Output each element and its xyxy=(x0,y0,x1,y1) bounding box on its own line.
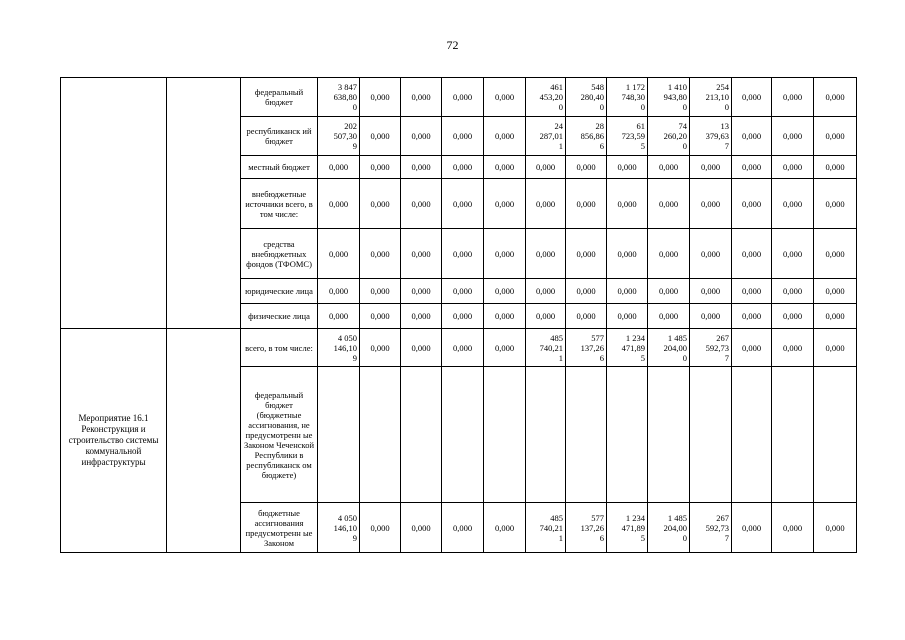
value-cell: 0,000 xyxy=(814,329,857,367)
amount-part: 204,00 xyxy=(663,522,687,533)
value-cell: 0,000 xyxy=(648,179,690,229)
value-cell: 0,000 xyxy=(360,279,401,304)
value-cell: 0,000 xyxy=(690,179,732,229)
value-cell: 0,000 xyxy=(732,117,772,156)
amount-cell xyxy=(690,117,732,156)
value-cell xyxy=(607,367,648,503)
value-cell xyxy=(690,367,732,503)
value-cell: 0,000 xyxy=(318,304,360,329)
amount-part: 0 xyxy=(682,141,687,151)
amount-part: 61 xyxy=(636,121,645,131)
amount-part: 471,89 xyxy=(621,342,645,353)
value-cell: 0,000 xyxy=(607,156,648,179)
value-cell: 0,000 xyxy=(732,304,772,329)
amount-part: 1 485 xyxy=(667,332,687,343)
value-cell: 0,000 xyxy=(401,78,442,117)
amount-cell xyxy=(566,117,607,156)
amount-part: 548 xyxy=(591,82,604,92)
amount-part: 856,86 xyxy=(580,131,604,141)
amount-part: 471,89 xyxy=(621,522,645,533)
value-cell: 0,000 xyxy=(484,156,526,179)
funding-source-cell: средства внебюджетных фондов (ТФОМС) xyxy=(241,229,318,279)
value-cell xyxy=(401,367,442,503)
value-cell: 0,000 xyxy=(401,503,442,553)
amount-cell xyxy=(607,117,648,156)
amount-cell xyxy=(648,329,690,367)
value-cell: 0,000 xyxy=(607,179,648,229)
value-cell: 0,000 xyxy=(690,229,732,279)
value-cell: 0,000 xyxy=(814,78,857,117)
amount-part: 0 xyxy=(682,102,687,112)
value-cell xyxy=(566,367,607,503)
amount-part: 146,10 xyxy=(333,342,357,353)
amount-part: 1 234 xyxy=(625,332,645,343)
value-cell: 0,000 xyxy=(648,304,690,329)
value-cell: 0,000 xyxy=(442,503,484,553)
value-cell: 0,000 xyxy=(360,78,401,117)
funding-source-cell: бюджетные ассигнования предусмотренн ые Законом xyxy=(241,503,318,553)
funding-source-cell: местный бюджет xyxy=(241,156,318,179)
value-cell: 0,000 xyxy=(526,179,566,229)
value-cell: 0,000 xyxy=(442,179,484,229)
value-cell: 0,000 xyxy=(814,304,857,329)
value-cell: 0,000 xyxy=(360,156,401,179)
value-cell: 0,000 xyxy=(814,279,857,304)
value-cell: 0,000 xyxy=(360,229,401,279)
value-cell: 0,000 xyxy=(442,78,484,117)
amount-cell xyxy=(690,503,732,553)
amount-part: 0 xyxy=(640,102,645,112)
amount-part: 287,01 xyxy=(539,131,563,141)
amount-part: 1 485 xyxy=(667,512,687,523)
amount-part: 0 xyxy=(558,102,563,112)
amount-part: 592,73 xyxy=(705,522,729,533)
amount-part: 74 xyxy=(678,121,687,131)
amount-cell xyxy=(318,329,360,367)
amount-part: 280,40 xyxy=(580,92,604,102)
value-cell: 0,000 xyxy=(732,329,772,367)
value-cell xyxy=(732,367,772,503)
value-cell: 0,000 xyxy=(566,279,607,304)
value-cell: 0,000 xyxy=(360,329,401,367)
amount-cell xyxy=(648,78,690,117)
value-cell: 0,000 xyxy=(772,229,814,279)
value-cell xyxy=(318,367,360,503)
amount-cell xyxy=(607,78,648,117)
value-cell: 0,000 xyxy=(442,304,484,329)
value-cell: 0,000 xyxy=(732,279,772,304)
value-cell: 0,000 xyxy=(401,329,442,367)
value-cell: 0,000 xyxy=(318,156,360,179)
amount-part: 3 847 xyxy=(337,82,357,92)
value-cell: 0,000 xyxy=(732,78,772,117)
value-cell: 0,000 xyxy=(566,179,607,229)
event-title-cell: Мероприятие 16.1 Реконструкция и строительство системы коммунальной инфраструктуры xyxy=(61,329,167,553)
amount-part: 1 172 xyxy=(625,82,645,92)
amount-cell xyxy=(526,503,566,553)
value-cell: 0,000 xyxy=(772,156,814,179)
amount-part: 6 xyxy=(599,141,604,151)
value-cell: 0,000 xyxy=(732,179,772,229)
amount-part: 1 234 xyxy=(625,512,645,523)
value-cell: 0,000 xyxy=(814,503,857,553)
amount-cell xyxy=(318,117,360,156)
value-cell: 0,000 xyxy=(484,503,526,553)
amount-part: 202 xyxy=(344,121,357,131)
value-cell: 0,000 xyxy=(690,279,732,304)
value-cell: 0,000 xyxy=(732,503,772,553)
amount-part: 379,63 xyxy=(705,131,729,141)
value-cell: 0,000 xyxy=(648,156,690,179)
amount-part: 7 xyxy=(724,532,729,543)
value-cell: 0,000 xyxy=(772,304,814,329)
amount-part: 6 xyxy=(599,532,604,543)
empty-executor-cell xyxy=(167,329,241,553)
value-cell: 0,000 xyxy=(814,117,857,156)
value-cell: 0,000 xyxy=(772,329,814,367)
amount-part: 0 xyxy=(599,102,604,112)
value-cell: 0,000 xyxy=(442,156,484,179)
amount-part: 1 410 xyxy=(667,82,687,92)
amount-cell xyxy=(690,329,732,367)
value-cell: 0,000 xyxy=(607,229,648,279)
amount-part: 9 xyxy=(352,352,357,363)
value-cell: 0,000 xyxy=(772,78,814,117)
amount-part: 740,21 xyxy=(539,522,563,533)
value-cell: 0,000 xyxy=(607,279,648,304)
value-cell: 0,000 xyxy=(566,229,607,279)
value-cell: 0,000 xyxy=(648,279,690,304)
value-cell: 0,000 xyxy=(526,279,566,304)
amount-part: 5 xyxy=(640,352,645,363)
amount-part: 137,26 xyxy=(580,522,604,533)
value-cell: 0,000 xyxy=(732,229,772,279)
amount-part: 267 xyxy=(716,512,729,523)
funding-source-cell: республиканск ий бюджет xyxy=(241,117,318,156)
value-cell: 0,000 xyxy=(484,117,526,156)
value-cell: 0,000 xyxy=(401,117,442,156)
amount-part: 0 xyxy=(682,532,687,543)
value-cell: 0,000 xyxy=(442,279,484,304)
value-cell: 0,000 xyxy=(360,117,401,156)
value-cell: 0,000 xyxy=(484,304,526,329)
value-cell xyxy=(360,367,401,503)
amount-cell xyxy=(648,503,690,553)
amount-cell xyxy=(318,78,360,117)
table-row xyxy=(61,78,857,117)
amount-part: 0 xyxy=(724,102,729,112)
amount-part: 4 050 xyxy=(337,512,357,523)
amount-part: 0 xyxy=(682,352,687,363)
amount-part: 6 xyxy=(599,352,604,363)
amount-part: 638,80 xyxy=(333,92,357,102)
amount-cell xyxy=(566,503,607,553)
amount-part: 204,00 xyxy=(663,342,687,353)
amount-cell xyxy=(566,78,607,117)
value-cell: 0,000 xyxy=(814,179,857,229)
amount-part: 740,21 xyxy=(539,342,563,353)
funding-source-cell: федеральный бюджет xyxy=(241,78,318,117)
amount-cell xyxy=(318,503,360,553)
amount-cell xyxy=(690,78,732,117)
value-cell: 0,000 xyxy=(526,156,566,179)
funding-source-cell: физические лица xyxy=(241,304,318,329)
amount-part: 1 xyxy=(558,141,563,151)
value-cell: 0,000 xyxy=(484,78,526,117)
page-number: 72 xyxy=(446,38,459,52)
amount-part: 213,10 xyxy=(705,92,729,102)
value-cell: 0,000 xyxy=(690,304,732,329)
amount-part: 577 xyxy=(591,332,604,343)
amount-part: 5 xyxy=(640,141,645,151)
amount-cell xyxy=(526,78,566,117)
value-cell: 0,000 xyxy=(401,229,442,279)
amount-part: 146,10 xyxy=(333,522,357,533)
amount-part: 137,26 xyxy=(580,342,604,353)
funding-source-cell: всего, в том числе: xyxy=(241,329,318,367)
amount-part: 453,20 xyxy=(539,92,563,102)
amount-part: 9 xyxy=(352,141,357,151)
value-cell xyxy=(772,367,814,503)
value-cell: 0,000 xyxy=(484,179,526,229)
amount-part: 943,80 xyxy=(663,92,687,102)
amount-part: 28 xyxy=(595,121,604,131)
amount-part: 592,73 xyxy=(705,342,729,353)
amount-cell xyxy=(526,117,566,156)
amount-part: 461 xyxy=(550,82,563,92)
funding-source-cell: федеральный бюджет (бюджетные ассигнования, не предусмотренн ые Законом Чеченской Республики в республиканск ом бюджете) xyxy=(241,367,318,503)
value-cell: 0,000 xyxy=(442,117,484,156)
value-cell: 0,000 xyxy=(772,279,814,304)
value-cell: 0,000 xyxy=(772,179,814,229)
value-cell: 0,000 xyxy=(442,229,484,279)
value-cell: 0,000 xyxy=(318,229,360,279)
empty-executor-cell xyxy=(167,78,241,329)
value-cell xyxy=(526,367,566,503)
value-cell: 0,000 xyxy=(732,156,772,179)
amount-part: 7 xyxy=(724,352,729,363)
amount-part: 1 xyxy=(558,352,563,363)
value-cell: 0,000 xyxy=(607,304,648,329)
amount-part: 13 xyxy=(720,121,729,131)
value-cell: 0,000 xyxy=(360,304,401,329)
value-cell: 0,000 xyxy=(442,329,484,367)
amount-part: 723,59 xyxy=(621,131,645,141)
amount-cell xyxy=(648,117,690,156)
amount-part: 748,30 xyxy=(621,92,645,102)
value-cell: 0,000 xyxy=(526,304,566,329)
value-cell xyxy=(648,367,690,503)
amount-part: 577 xyxy=(591,512,604,523)
value-cell: 0,000 xyxy=(566,156,607,179)
value-cell: 0,000 xyxy=(401,304,442,329)
amount-part: 267 xyxy=(716,332,729,343)
amount-part: 1 xyxy=(558,532,563,543)
amount-cell xyxy=(607,329,648,367)
amount-part: 0 xyxy=(352,102,357,112)
amount-part: 4 050 xyxy=(337,332,357,343)
amount-part: 254 xyxy=(716,82,729,92)
value-cell: 0,000 xyxy=(484,279,526,304)
table-body xyxy=(61,78,857,553)
budget-table xyxy=(60,77,857,553)
value-cell: 0,000 xyxy=(318,279,360,304)
value-cell: 0,000 xyxy=(484,229,526,279)
value-cell: 0,000 xyxy=(772,117,814,156)
amount-part: 485 xyxy=(550,332,563,343)
amount-cell xyxy=(607,503,648,553)
value-cell: 0,000 xyxy=(526,229,566,279)
value-cell: 0,000 xyxy=(484,329,526,367)
value-cell: 0,000 xyxy=(566,304,607,329)
value-cell: 0,000 xyxy=(360,179,401,229)
funding-source-cell: юридические лица xyxy=(241,279,318,304)
amount-part: 507,30 xyxy=(333,131,357,141)
value-cell: 0,000 xyxy=(401,279,442,304)
empty-name-cell xyxy=(61,78,167,329)
amount-cell xyxy=(526,329,566,367)
amount-part: 7 xyxy=(724,141,729,151)
value-cell: 0,000 xyxy=(401,156,442,179)
value-cell: 0,000 xyxy=(360,503,401,553)
value-cell: 0,000 xyxy=(401,179,442,229)
value-cell: 0,000 xyxy=(648,229,690,279)
table-row xyxy=(61,329,857,367)
value-cell: 0,000 xyxy=(814,229,857,279)
amount-part: 9 xyxy=(352,532,357,543)
amount-part: 24 xyxy=(554,121,563,131)
amount-cell xyxy=(566,329,607,367)
value-cell: 0,000 xyxy=(318,179,360,229)
value-cell xyxy=(814,367,857,503)
value-cell: 0,000 xyxy=(690,156,732,179)
amount-part: 260,20 xyxy=(663,131,687,141)
funding-source-cell: внебюджетные источники всего, в том числе: xyxy=(241,179,318,229)
amount-part: 5 xyxy=(640,532,645,543)
value-cell: 0,000 xyxy=(772,503,814,553)
amount-part: 485 xyxy=(550,512,563,523)
value-cell xyxy=(484,367,526,503)
value-cell: 0,000 xyxy=(814,156,857,179)
value-cell xyxy=(442,367,484,503)
